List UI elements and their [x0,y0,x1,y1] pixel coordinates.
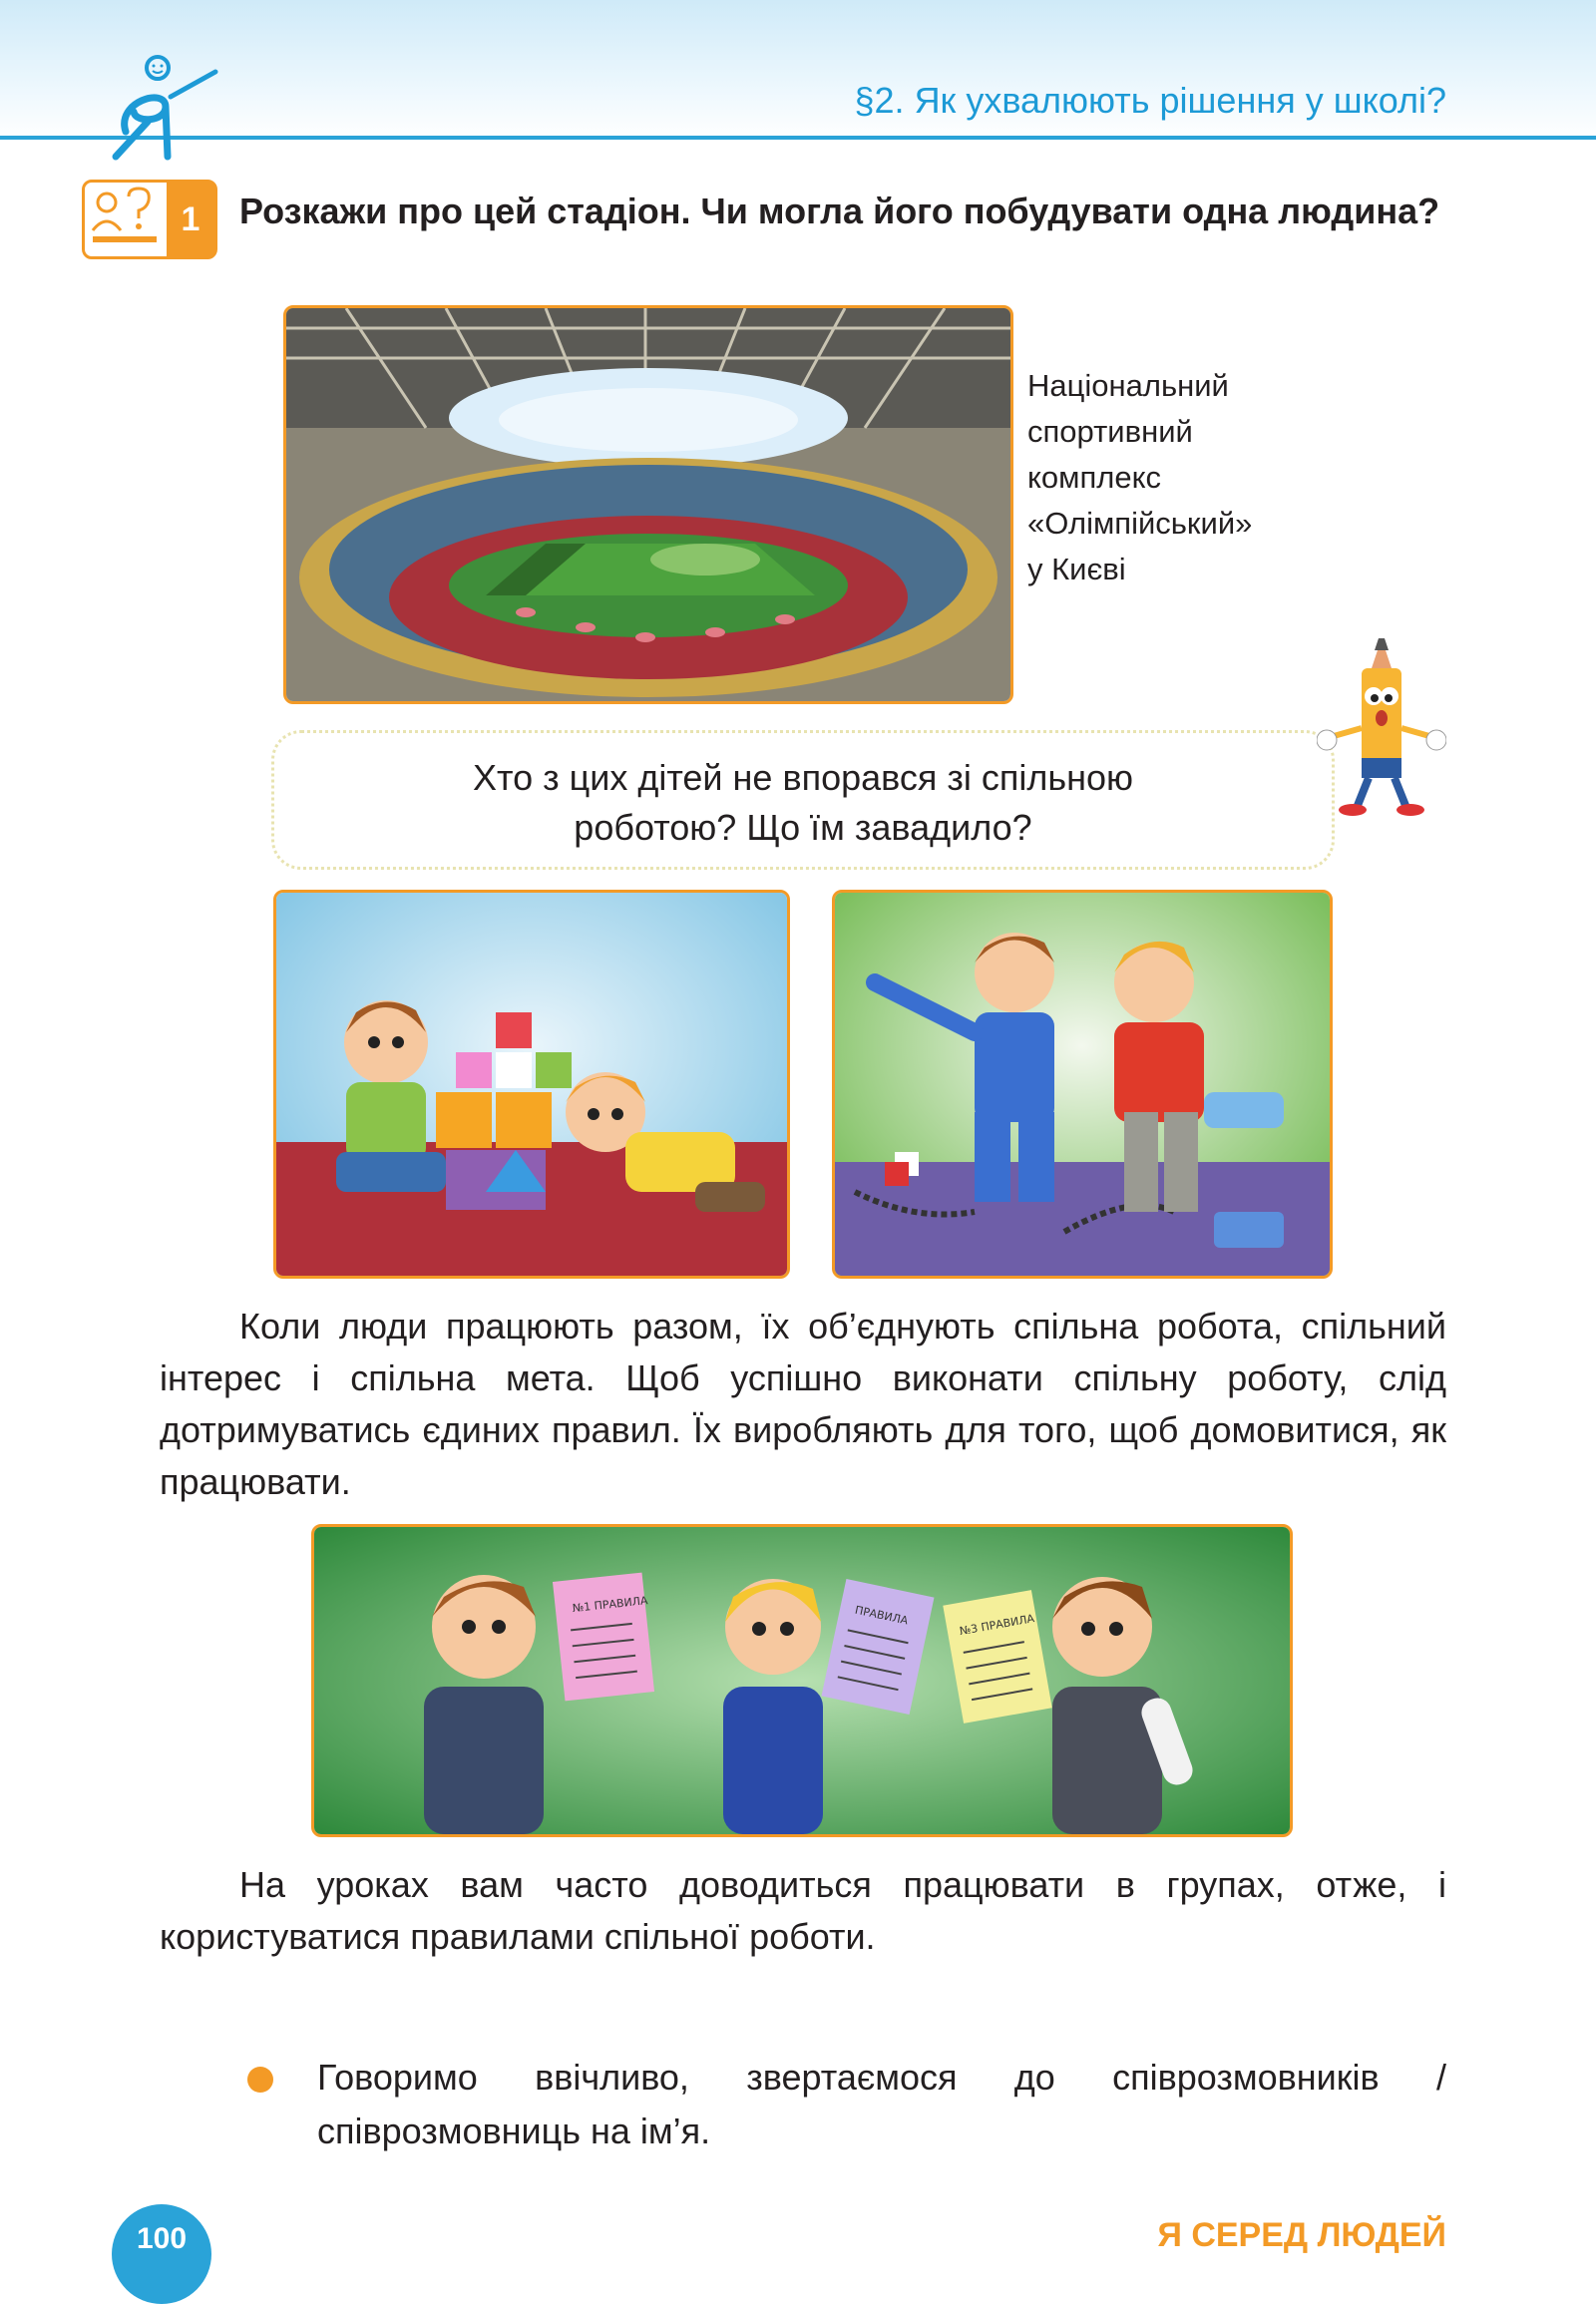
task-number: 1 [167,183,214,256]
caption-line: Національний [1027,368,1229,403]
body-paragraph-1 [160,1301,1446,1508]
paragraph-text: Коли люди працюють разом, їх об’єднують спільна робота, спільний інтерес і спільна мета. Щоб успішно виконати спільну роботу, слід дотримуватись єдиних правил. Їх виробляють для того, щоб домовитися, як працювати. [160,1306,1446,1502]
paragraph-text: На уроках вам часто доводиться працювати в групах, отже, і користуватися правилами спільної роботи. [160,1864,1446,1957]
chapter-title: Я СЕРЕД ЛЮДЕЙ [1157,2216,1446,2254]
rule-bullet-item: Говоримо ввічливо, звертаємося до співрозмовників / співрозмовниць на ім’я. [317,2057,1446,2151]
caption-line: «Олімпійський» [1027,506,1253,541]
stadium-caption [1027,363,1347,592]
header-rule [0,136,1596,140]
caption-line: комплекс [1027,460,1161,495]
caption-line: спортивний [1027,414,1193,449]
caption-line: у Києві [1027,552,1126,586]
bullet-dot-icon [247,2067,273,2093]
task-question: Розкажи про цей стадіон. Чи могла його побудувати одна людина? [239,191,1440,231]
question-bubble [271,730,1335,870]
kids-building-blocks-illustration [273,890,790,1279]
stadium-photo [283,305,1013,704]
section-title: §2. Як ухвалюють рішення у школі? [854,80,1446,121]
rules-sheet-1-title: №1 ПРАВИЛА [572,1594,649,1616]
bubble-line: роботою? Що їм завадило? [574,807,1032,848]
task-badge [82,180,217,259]
ya-logo-icon [96,52,225,162]
pencil-mascot-icon [1317,638,1446,818]
page-number: 100 [112,2204,211,2304]
bubble-line: Хто з цих дітей не впорався зі спільною [472,757,1134,798]
rules-sheet-3-title: №3 ПРАВИЛА [958,1612,1035,1639]
body-paragraph-2 [160,1859,1446,1963]
discussion-icon [89,187,165,250]
kids-arguing-illustration [832,890,1333,1279]
rules-sheet-2-title: ПРАВИЛА [853,1603,910,1628]
kids-with-rules-illustration [311,1524,1293,1837]
